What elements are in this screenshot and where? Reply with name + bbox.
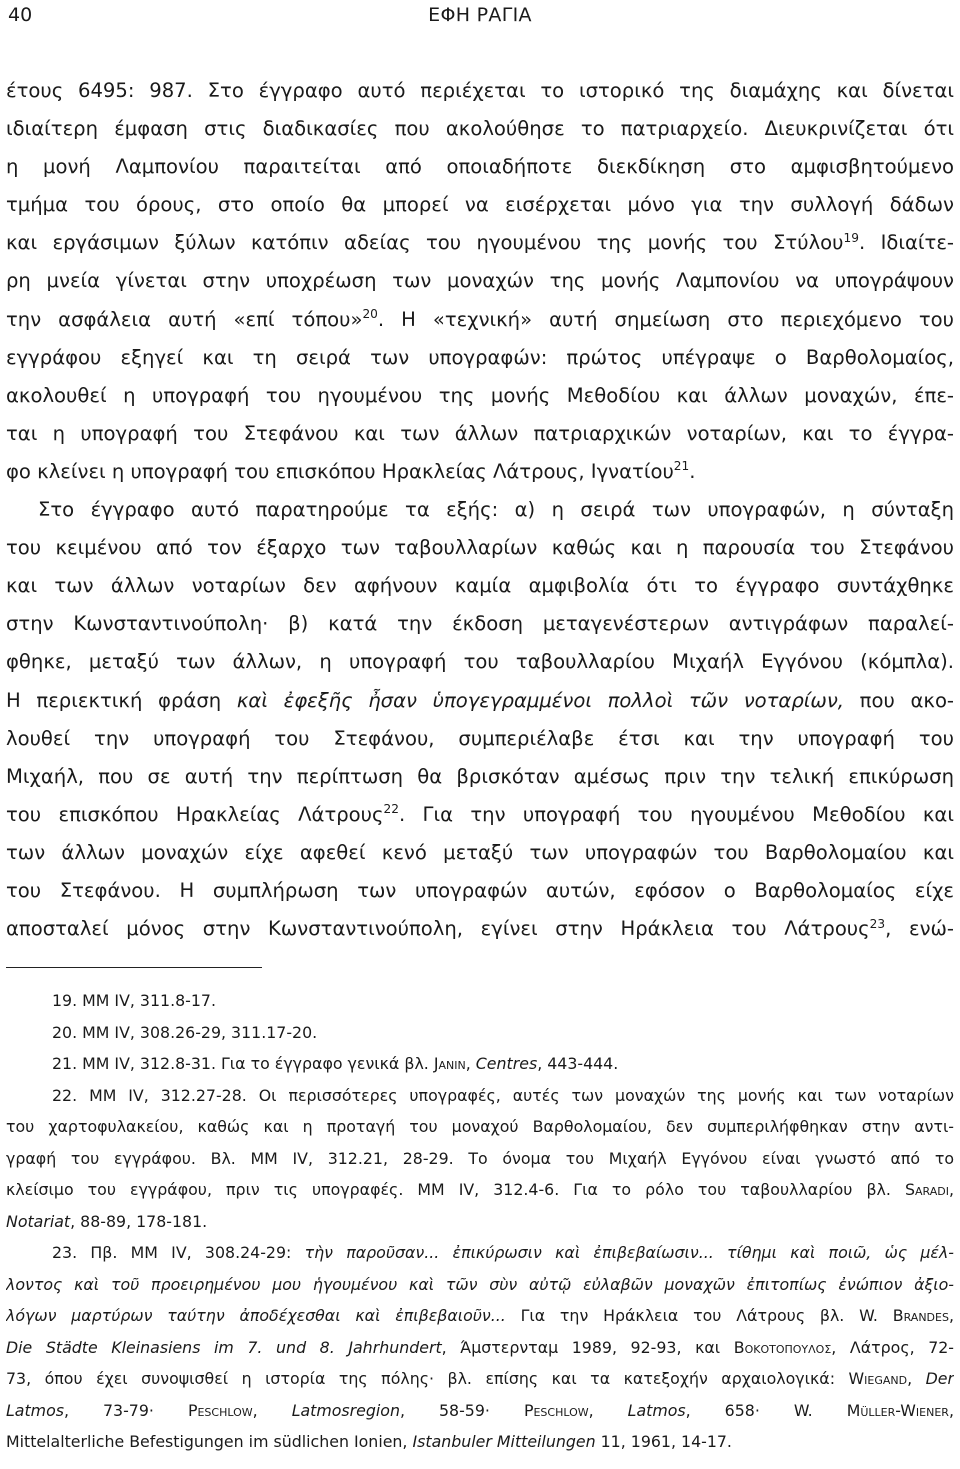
text-segment: , Λάτρος, 72- [831, 1337, 954, 1357]
journal-title: Istanbuler Mitteilungen [412, 1432, 596, 1451]
text-segment: , [252, 1400, 292, 1420]
text-line: των άλλων μοναχών είχε αφεθεί κενό μεταξύ των υπογραφών του Βαρθολομαίου και [6, 840, 954, 864]
text-segment: , [948, 1180, 954, 1199]
text-line: ται η υπογραφή του Στεφάνου και των άλλων πατριαρχικών νοταρίων, και το έγγρα- [6, 421, 954, 445]
text-segment: , [907, 1369, 926, 1388]
greek-quotation: λοντος καὶ τοῦ προειρημένου μου ἡγουμένου καὶ τῶν σὺν αὐτῷ εὐλαβῶν μοναχῶν ἐπιτοπίως ἐνώπιον ἀξιο- [6, 1274, 954, 1294]
footnote-line [6, 1332, 954, 1364]
footnote-line: του χαρτοφυλακείου, καθώς και η προταγή του μοναχού Βαρθολομαίου, δεν συμπεριλήφθηκαν στην αντι- [6, 1117, 954, 1136]
text-line: ιδιαίτερη έμφαση στις διαδικασίες που ακολούθησε το πατριαρχείο. Διευκρινίζεται ότι [6, 117, 954, 141]
main-text [6, 72, 954, 948]
text-line: Μιχαήλ, που σε αυτή την περίπτωση θα βρισκόταν αμέσως πριν την τελική επικύρωση [6, 764, 954, 788]
footnote-line: 22. MM IV, 312.27-28. Οι περισσότερες υπογραφές, αυτές των μοναχών της μονής και των νοταρίων [52, 1085, 954, 1105]
greek-quotation: τὴν παροῦσαν... ἐπικύρωσιν καὶ ἐπιβεβαίωσιν... τίθημι καὶ ποιῶ, ὡς μέλ- [304, 1243, 954, 1262]
page-number: 40 [8, 4, 33, 26]
text-line: του Στεφάνου. Η συμπλήρωση των υπογραφών αυτών, εφόσον ο Βαρθολομαίος είχε [6, 878, 954, 902]
paragraph-2 [6, 491, 954, 948]
author-name: Peschlow [187, 1400, 253, 1420]
footnote-line [6, 1174, 954, 1206]
text-segment: του επισκόπου Ηρακλείας Λάτρους [6, 802, 384, 826]
footnotes [6, 985, 954, 1458]
text-segment: που ακο- [844, 688, 954, 712]
paragraph-1 [6, 72, 954, 491]
quoted-phrase: καὶ ἐφεξῆς ἦσαν ὑπογεγραμμένοι πολλοὶ τῶν νοταρίων, [236, 688, 845, 712]
footnote-19: 19. MM IV, 311.8-17. [52, 991, 216, 1010]
footnote-line [6, 1300, 954, 1332]
text-segment: φο κλείνει η υπογραφή του επισκόπου Ηρακλείας Λάτρους, Ιγνατίου [6, 459, 674, 483]
text-line: ρη μνεία γίνεται στην υποχρέωση των μοναχών της μονής Λαμπονίου να υπογράψουν [6, 269, 954, 293]
text-segment: , [465, 1054, 476, 1073]
footnote-ref-23: 23 [869, 916, 886, 931]
text-segment: Mittelalterliche Befestigungen im südlichen Ionien, [6, 1432, 413, 1451]
work-title: Latmos [6, 1400, 64, 1420]
text-segment: , Άμστερνταμ 1989, 92-93, και [441, 1337, 734, 1357]
text-line: η μονή Λαμπονίου παραιτείται από οποιαδήποτε διεκδίκηση στο αμφισβητούμενο [6, 155, 954, 179]
text-segment: 23. Πβ. MM IV, 308.24-29: [52, 1243, 305, 1262]
text-segment: . Ιδιαίτε- [858, 231, 954, 255]
footnote-20: 20. MM IV, 308.26-29, 311.17-20. [52, 1022, 318, 1042]
text-segment: , ενώ- [885, 917, 954, 941]
text-segment: , [588, 1400, 628, 1420]
footnote-divider [6, 967, 262, 968]
text-segment: κλείσιμο του εγγράφου, πριν τις υπογραφές. MM IV, 312.4-6. Για το ρόλο του ταβουλλαρίου βλ. [6, 1180, 905, 1199]
footnote-line [6, 1237, 954, 1269]
text-line [6, 682, 954, 720]
footnote-22 [6, 1080, 954, 1238]
text-line [6, 910, 954, 948]
text-segment: , 443-444. [537, 1054, 619, 1073]
footnote-ref-22: 22 [383, 802, 399, 817]
text-segment: , 658· W. [685, 1400, 847, 1420]
text-segment: . Η «τεχνική» αυτή σημείωση στο περιεχόμενο του [377, 307, 954, 331]
text-line [6, 301, 954, 339]
text-segment: , [948, 1306, 954, 1325]
author-name: Janin [433, 1054, 466, 1073]
text-line: τμήμα του όρους, στο οποίο θα μπορεί να εισέρχεται μόνο για την συλλογή δάδων [6, 193, 954, 217]
text-line [6, 796, 954, 834]
author-name: Wiegand [848, 1369, 908, 1388]
text-line: ακολουθεί η υπογραφή του ηγουμένου της μονής Μεθοδίου και άλλων μοναχών, έπε- [6, 383, 954, 407]
footnote-23 [6, 1237, 954, 1458]
text-segment: , 58-59· [399, 1400, 524, 1420]
footnote-ref-20: 20 [362, 307, 378, 322]
text-segment: , [948, 1400, 954, 1420]
work-title: Centres [475, 1054, 538, 1073]
text-segment: Για την Ηράκλεια του Λάτρους βλ. W. [505, 1306, 893, 1325]
author-name: Βοκοτοπουλος [733, 1337, 832, 1357]
text-line: Στο έγγραφο αυτό παρατηρούμε τα εξής: α) η σειρά των υπογραφών, η σύνταξη [38, 498, 954, 522]
text-segment: αποσταλεί μόνος στην Κωνσταντινούπολη, εγίνει στην Ηράκλεια του Λάτρους [6, 917, 870, 941]
author-name: Müller-Wiener [846, 1400, 949, 1420]
text-line: εγγράφου εξηγεί και τη σειρά των υπογραφών: πρώτος υπέγραψε ο Βαρθολομαίος, [6, 345, 954, 369]
text-segment: 21. MM IV, 312.8-31. Για το έγγραφο γενικά βλ. [52, 1054, 434, 1073]
text-line: του κειμένου από τον έξαρχο των ταβουλλαρίων καθώς και η παρουσία του Στεφάνου [6, 536, 954, 560]
footnote-line [6, 1363, 954, 1395]
greek-quotation: λόγων μαρτύρων ταύτην ἀποδέχεσθαι καὶ ἐπιβεβαιοῦν... [6, 1306, 506, 1325]
running-head: ΕΦΗ ΡΑΓΙΑ [428, 4, 532, 26]
footnote-line [6, 1269, 954, 1301]
text-line: στην Κωνσταντινούπολη· β) κατά την έκδοση μεταγενέστερων αντιγράφων παραλεί- [6, 612, 954, 636]
text-line: φθηκε, μεταξύ των άλλων, η υπογραφή του ταβουλλαρίου Μιχαήλ Εγγόνου (κόμπλα). [6, 650, 954, 674]
text-segment: Η περιεκτική φράση [6, 688, 237, 712]
author-name: Saradi [904, 1180, 949, 1199]
text-line: έτους 6495: 987. Στο έγγραφο αυτό περιέχεται το ιστορικό της διαμάχης και δίνεται [6, 79, 954, 102]
work-title: Latmosregion [291, 1400, 400, 1420]
text-segment: 73, όπου έχει συνοψισθεί η ιστορία της πόλης· βλ. επίσης και τα κατεξοχήν αρχαιολογικά: [6, 1369, 849, 1388]
text-segment: , 88-89, 178-181. [70, 1211, 208, 1231]
text-segment: . [689, 459, 696, 483]
work-title: Latmos [627, 1400, 686, 1420]
footnote-line [6, 1395, 954, 1427]
text-segment: , 73-79· [63, 1400, 188, 1420]
text-line [6, 224, 954, 262]
page-header [8, 2, 952, 28]
work-title: Notariat [6, 1211, 71, 1231]
text-segment: και εργάσιμων ξύλων κατόπιν αδείας του ηγουμένου της μονής του Στύλου [6, 231, 844, 255]
footnote-ref-21: 21 [673, 459, 690, 474]
footnote-line [6, 1426, 954, 1458]
text-line: λουθεί την υπογραφή του Στεφάνου, συμπεριέλαβε έτσι και την υπογραφή του [6, 726, 954, 750]
text-segment: . Για την υπογραφή του ηγουμένου Μεθοδίου και [398, 802, 954, 826]
footnote-line [6, 1206, 954, 1238]
author-name: Brandes [892, 1306, 949, 1325]
text-line: και των άλλων νοταρίων δεν αφήνουν καμία αμφιβολία ότι το έγγραφο συντάχθηκε [6, 574, 954, 598]
footnote-line: γραφή του εγγράφου. Βλ. MM IV, 312.21, 28-29. Το όνομα του Μιχαήλ Εγγόνου είναι γνωστό από το [6, 1148, 954, 1168]
text-segment: 11, 1961, 14-17. [595, 1432, 732, 1451]
footnote-21 [6, 1048, 954, 1080]
footnote-ref-19: 19 [843, 230, 859, 245]
work-title: Die Städte Kleinasiens im 7. und 8. Jahrhundert [6, 1337, 442, 1357]
text-line [6, 453, 954, 491]
author-name: Peschlow [523, 1400, 589, 1420]
text-segment: την ασφάλεια αυτή «επί τόπου» [6, 307, 363, 331]
work-title: Der [925, 1369, 954, 1388]
